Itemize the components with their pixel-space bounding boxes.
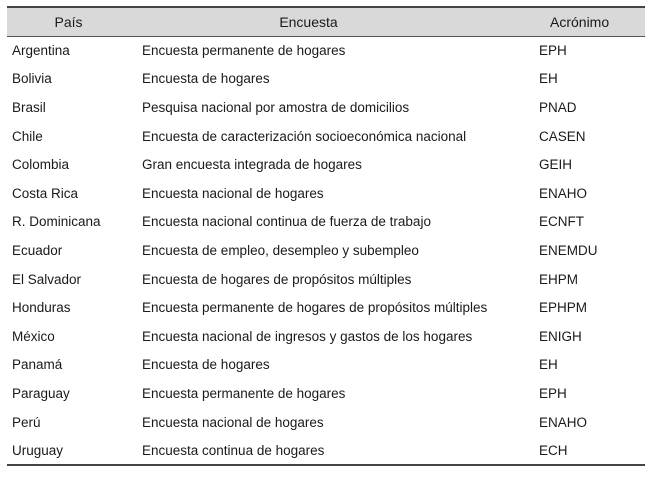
cell-pais: Chile — [12, 128, 43, 144]
cell-acronimo: GEIH — [539, 157, 573, 173]
cell-encuesta: Encuesta nacional continua de fuerza de trabajo — [142, 214, 431, 230]
cell-encuesta: Encuesta continua de hogares — [140, 436, 523, 465]
header-acronimo: Acrónimo — [523, 7, 645, 36]
table-row — [7, 65, 645, 94]
cell-pais: Argentina — [12, 43, 70, 59]
table-row — [7, 122, 645, 151]
table-row — [7, 236, 645, 265]
cell-acronimo: ENAHO — [539, 185, 588, 201]
cell-encuesta: Encuesta nacional de ingresos y gastos de los hogares — [142, 328, 473, 344]
table-row — [7, 379, 645, 408]
cell-encuesta: Encuesta nacional de hogares — [142, 414, 324, 430]
cell-acronimo: EPHPM — [539, 300, 588, 316]
table-header — [7, 7, 645, 36]
cell-pais: El Salvador — [12, 271, 82, 287]
cell-pais: Paraguay — [12, 385, 70, 401]
cell-encuesta: Pesquisa nacional por amostra de domicilios — [142, 99, 410, 115]
cell-pais: Brasil — [12, 99, 46, 115]
cell-acronimo: ECNFT — [539, 214, 584, 230]
table-row — [7, 36, 645, 65]
cell-encuesta: Encuesta permanente de hogares — [142, 385, 346, 401]
cell-encuesta: Encuesta de empleo, desempleo y subempleo — [142, 242, 419, 258]
cell-acronimo: ENEMDU — [539, 242, 598, 258]
cell-pais: Panamá — [12, 357, 63, 373]
cell-acronimo: EPH — [539, 385, 567, 401]
table-row — [7, 436, 645, 465]
cell-pais: Costa Rica — [12, 185, 79, 201]
cell-encuesta: Encuesta permanente de hogares — [142, 43, 346, 59]
table-row — [7, 179, 645, 208]
cell-acronimo: ECH — [523, 436, 645, 465]
cell-encuesta: Encuesta de hogares de propósitos múltiples — [142, 271, 412, 287]
cell-encuesta: Gran encuesta integrada de hogares — [142, 157, 362, 173]
cell-acronimo: ENIGH — [539, 328, 582, 344]
cell-encuesta: Encuesta de caracterización socioeconómica nacional — [142, 128, 467, 144]
table-row — [7, 351, 645, 380]
cell-pais: Colombia — [12, 157, 70, 173]
cell-pais: Bolivia — [12, 71, 52, 87]
cell-pais: R. Dominicana — [12, 214, 101, 230]
cell-pais: Honduras — [12, 300, 71, 316]
survey-table-container — [7, 6, 645, 466]
cell-pais: Perú — [12, 414, 41, 430]
cell-pais: Uruguay — [7, 436, 140, 465]
header-pais: País — [7, 7, 140, 36]
cell-encuesta: Encuesta de hogares — [142, 357, 270, 373]
table-row — [7, 93, 645, 122]
cell-encuesta: Encuesta de hogares — [142, 71, 270, 87]
table-row — [7, 208, 645, 237]
cell-encuesta: Encuesta permanente de hogares de propósitos múltiples — [142, 300, 488, 316]
table-row — [7, 293, 645, 322]
header-row — [7, 7, 645, 36]
cell-pais: Ecuador — [12, 242, 63, 258]
table-row — [7, 322, 645, 351]
cell-acronimo: EH — [539, 71, 558, 87]
table-row — [7, 408, 645, 437]
table-body — [7, 36, 645, 465]
header-encuesta: Encuesta — [140, 7, 523, 36]
cell-acronimo: EH — [539, 357, 558, 373]
table-row — [7, 265, 645, 294]
cell-acronimo: EPH — [539, 43, 567, 59]
table-row — [7, 150, 645, 179]
survey-table — [7, 6, 645, 466]
cell-pais: México — [12, 328, 55, 344]
cell-acronimo: EHPM — [539, 271, 579, 287]
cell-acronimo: PNAD — [539, 99, 577, 115]
cell-acronimo: CASEN — [539, 128, 586, 144]
cell-acronimo: ENAHO — [539, 414, 588, 430]
cell-encuesta: Encuesta nacional de hogares — [142, 185, 324, 201]
